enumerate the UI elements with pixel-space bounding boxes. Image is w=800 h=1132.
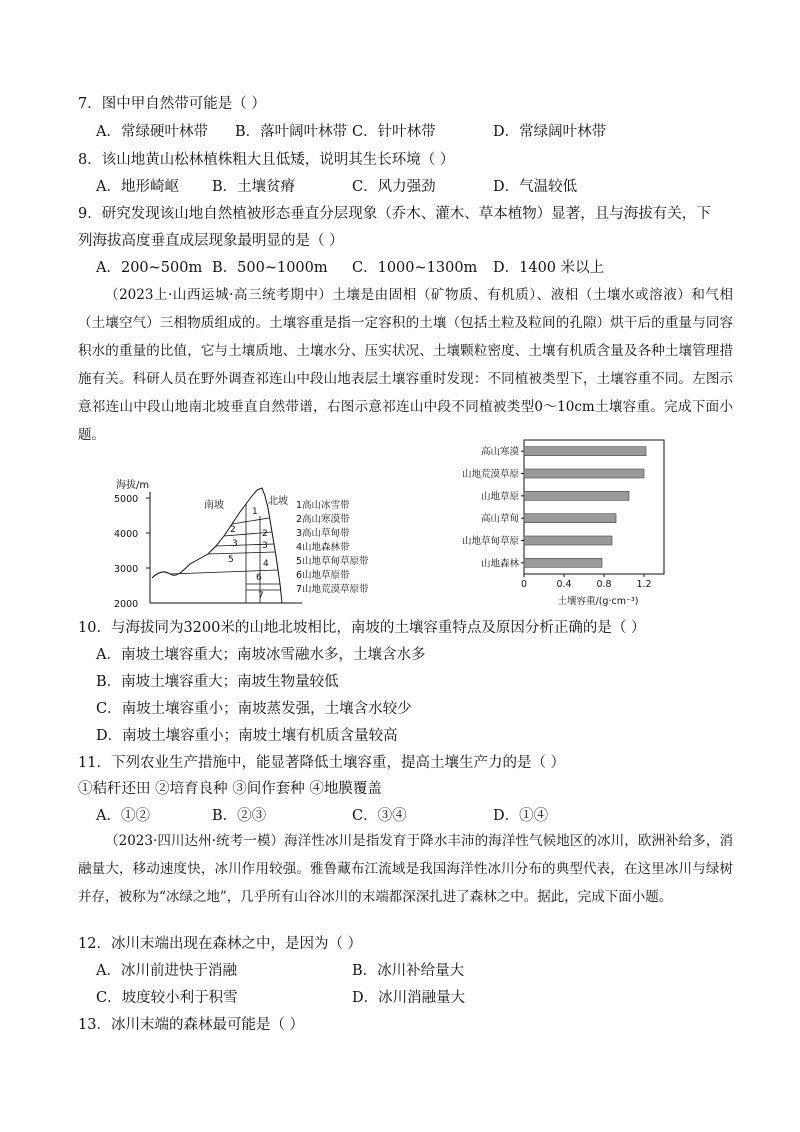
q8-option-b[interactable]: B．土壤贫瘠	[212, 179, 296, 195]
legend-zone-4: 4山地森林带	[296, 542, 350, 553]
category-label-3: 高山草甸	[480, 513, 519, 525]
q11-option-a[interactable]: A．①②	[96, 808, 150, 824]
chart-plot-frame	[524, 440, 664, 574]
q8-option-a[interactable]: A．地形崎岖	[96, 179, 179, 195]
zone-number-3-north: 3	[262, 541, 268, 551]
left-figure-tick-4000: 4000	[114, 529, 139, 540]
bar-5	[524, 558, 602, 567]
x-tick-label-1: 0.4	[556, 579, 572, 590]
q12-option-c[interactable]: C．坡度较小利于积雪	[96, 990, 238, 1006]
legend-zone-7: 7山地荒漠草原带	[296, 584, 369, 595]
question-12-stem: 12．冰川末端出现在森林之中，是因为（ ）	[78, 936, 363, 952]
zone-number-6: 6	[256, 573, 262, 583]
q8-option-d[interactable]: D．气温较低	[493, 179, 578, 195]
q10-option-a[interactable]: A．南坡土壤容重大；南坡冰雪融水多，土壤含水多	[96, 647, 426, 663]
left-figure-ylabel: 海拔/m	[116, 480, 150, 491]
q9-option-a[interactable]: A．200~500m	[96, 260, 203, 276]
bar-1	[524, 469, 644, 478]
legend-zone-2: 2高山寒漠带	[296, 514, 350, 525]
left-figure-tick-3000: 3000	[114, 564, 139, 575]
bar-3	[524, 514, 616, 523]
zone-number-4: 4	[263, 559, 269, 569]
x-axis-label: 土壤容重/(g·cm⁻³)	[557, 596, 639, 607]
left-figure-tick-2000: 2000	[114, 599, 139, 610]
legend-zone-3: 3高山草甸带	[296, 528, 350, 539]
legend-zone-5: 5山地草甸草原带	[296, 556, 369, 567]
question-9-stem-line2: 列海拔高度垂直成层现象最明显的是（ ）	[78, 233, 344, 249]
x-tick-label-2: 0.8	[596, 579, 612, 590]
q12-option-a[interactable]: A．冰川前进快于消融	[96, 963, 237, 979]
q11-option-b[interactable]: B．②③	[212, 808, 267, 824]
legend-zone-6: 6山地草原带	[296, 570, 350, 581]
bar-2	[524, 491, 629, 500]
q9-option-c[interactable]: C．1000~1300m	[352, 260, 478, 276]
north-slope-label: 北坡	[268, 496, 288, 507]
category-label-1: 山地荒漠草原	[461, 469, 519, 480]
zone-number-2-north: 2	[262, 529, 268, 539]
vertical-zone-figure	[112, 474, 402, 614]
left-figure-tick-5000: 5000	[114, 494, 139, 505]
q7-option-b[interactable]: B．落叶阔叶林带	[235, 124, 348, 140]
zone-number-5: 5	[228, 555, 234, 565]
q12-option-b[interactable]: B．冰川补给量大	[352, 963, 465, 979]
south-slope-label: 南坡	[204, 500, 224, 511]
q9-option-b[interactable]: B．500~1000m	[212, 260, 328, 276]
question-9-stem-line1: 9．研究发现该山地自然植被形态垂直分层现象（乔木、灌木、草本植物）显著，且与海拔有关，下	[78, 206, 711, 222]
question-11-stem: 11．下列农业生产措施中，能显著降低土壤容重，提高土壤生产力的是（ ）	[78, 755, 566, 771]
q7-option-d[interactable]: D．常绿阔叶林带	[493, 124, 607, 140]
legend-zone-1: 1高山冰雪带	[296, 500, 350, 511]
zone-number-1: 1	[252, 507, 258, 517]
bar-4	[524, 536, 612, 545]
category-label-2: 山地草原	[480, 491, 519, 503]
soil-bulk-density-chart	[440, 436, 680, 612]
question-10-stem: 10．与海拔同为3200米的山地北坡相比，南坡的土壤容重特点及原因分析正确的是（ ）	[78, 620, 646, 636]
bar-0	[524, 447, 646, 456]
q10-option-c[interactable]: C．南坡土壤容重小；南坡蒸发强，土壤含水较少	[96, 701, 412, 717]
q11-option-c[interactable]: C．③④	[352, 808, 407, 824]
q11-option-d[interactable]: D．①④	[493, 808, 549, 824]
zone-number-3-south: 3	[232, 539, 238, 549]
question-7-stem: 7．图中甲自然带可能是（ ）	[78, 96, 266, 112]
q10-option-d[interactable]: D．南坡土壤容重小；南坡土壤有机质含量较高	[96, 728, 398, 744]
q7-option-c[interactable]: C．针叶林带	[352, 124, 436, 140]
passage-soil-bulk-density: （2023上·山西运城·高三统考期中）土壤是由固相（矿物质、有机质）、液相（土壤水或溶液）和气相（土壤空气）三相物质组成的。土壤容重是指一定容积的土壤（包括土粒及粒间的孔隙）烘干后的重量与同容积水的重量的比值，它与土壤质地、土壤水分、压实状况、土壤颗粒密度、土壤有机质含量及各种土壤管理措施有关。科研人员在野外调查祁连山中段山地表层土壤容重时发现：不同植被类型下，土壤容重不同。左图示意祁连山中段山地南北坡垂直自然带谱，右图示意祁连山中段不同植被类型0～10cm土壤容重。完成下面小题。	[78, 287, 733, 443]
q8-option-c[interactable]: C．风力强劲	[352, 179, 436, 195]
question-8-stem: 8．该山地黄山松林植株粗大且低矮，说明其生长环境（ ）	[78, 152, 455, 168]
q10-option-b[interactable]: B．南坡土壤容重大；南坡生物量较低	[96, 674, 339, 690]
question-11-choices: ①秸秆还田 ②培育良种 ③间作套种 ④地膜覆盖	[78, 781, 382, 797]
q7-option-a[interactable]: A．常绿硬叶林带	[96, 124, 208, 140]
passage-maritime-glacier: （2023·四川达州·统考一模）海洋性冰川是指发育于降水丰沛的海洋性气候地区的冰川，欧洲补给多，消融量大，移动速度快，冰川作用较强。雅鲁藏布江流域是我国海洋性冰川分布的典型代表，在这里冰川与绿树并存，被称为“冰绿之地”，几乎所有山谷冰川的末端都深深扎进了森林之中。据此，完成下面小题。	[78, 833, 733, 905]
x-tick-label-3: 1.2	[636, 579, 652, 590]
x-tick-label-0: 0	[520, 579, 528, 590]
q12-option-d[interactable]: D．冰川消融量大	[352, 990, 466, 1006]
category-label-5: 山地森林	[480, 558, 519, 570]
q9-option-d[interactable]: D．1400 米以上	[493, 260, 605, 276]
category-label-0: 高山寒漠	[480, 446, 519, 458]
question-13-stem: 13．冰川末端的森林最可能是（ ）	[78, 1017, 305, 1033]
category-label-4: 山地草甸草原	[461, 536, 519, 547]
zone-number-2-south: 2	[230, 525, 236, 535]
zone-number-7: 7	[258, 591, 264, 601]
